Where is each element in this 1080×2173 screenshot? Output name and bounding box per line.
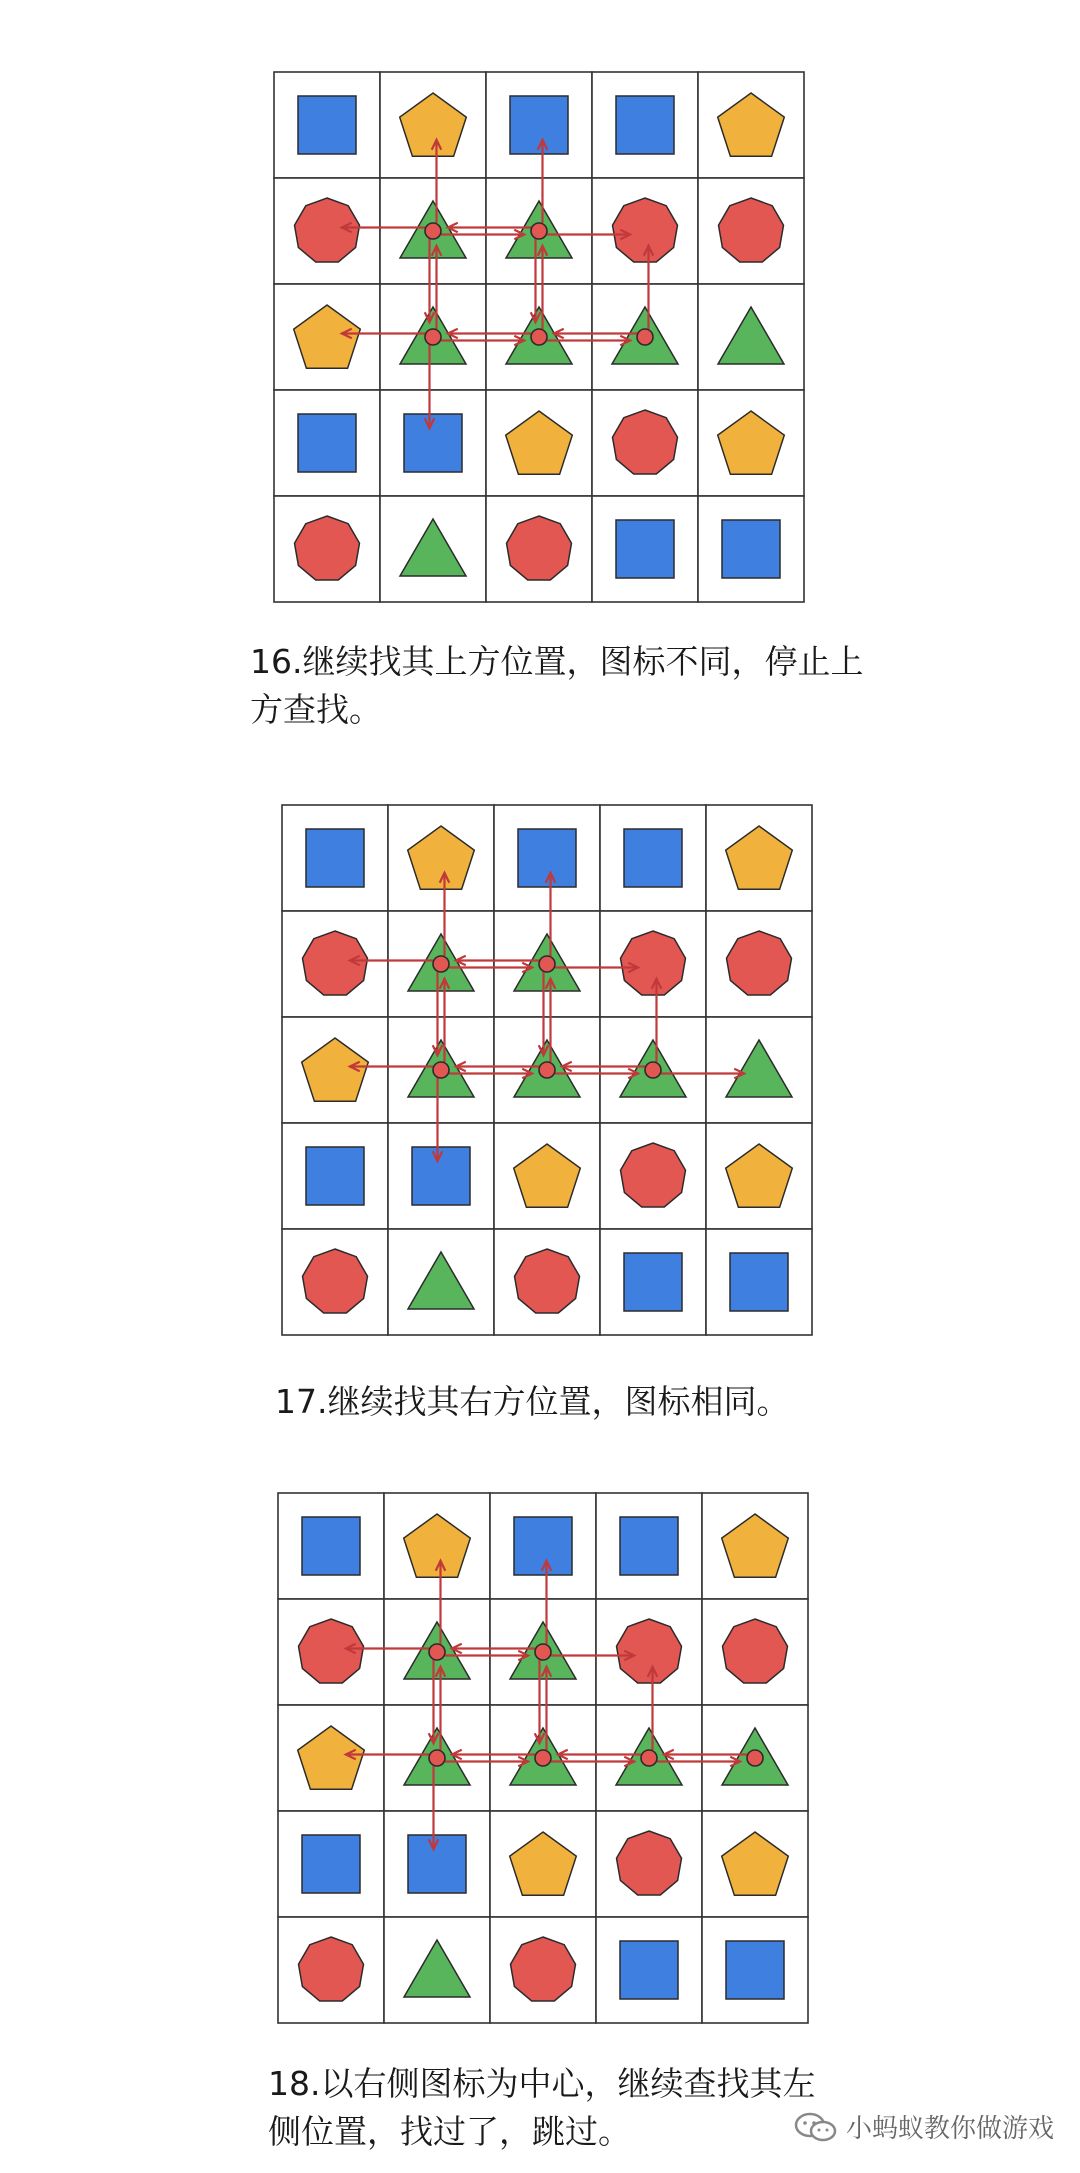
visited-marker <box>539 956 555 972</box>
square-icon <box>624 1253 682 1311</box>
visited-marker <box>433 956 449 972</box>
octagon-icon <box>303 931 368 995</box>
square-icon <box>306 829 364 887</box>
visited-marker <box>425 223 441 239</box>
octagon-icon <box>299 1619 364 1683</box>
square-icon <box>620 1517 678 1575</box>
octagon-icon <box>723 1619 788 1683</box>
octagon-icon <box>617 1831 682 1895</box>
visited-marker <box>531 329 547 345</box>
square-icon <box>620 1941 678 1999</box>
visited-marker <box>637 329 653 345</box>
square-icon <box>616 96 674 154</box>
square-icon <box>616 520 674 578</box>
visited-marker <box>433 1062 449 1078</box>
watermark-text: 小蚂蚁教你做游戏 <box>845 2114 1054 2144</box>
visited-marker <box>425 329 441 345</box>
visited-marker <box>531 223 547 239</box>
octagon-icon <box>299 1937 364 2001</box>
square-icon <box>624 829 682 887</box>
watermark <box>794 2108 1054 2145</box>
visited-marker <box>641 1750 657 1766</box>
square-icon <box>726 1941 784 1999</box>
square-icon <box>298 96 356 154</box>
square-icon <box>302 1835 360 1893</box>
board-grid <box>278 1493 808 2023</box>
game-board-step-17 <box>282 805 812 1335</box>
octagon-icon <box>295 516 360 580</box>
visited-marker <box>539 1062 555 1078</box>
visited-marker <box>747 1750 763 1766</box>
octagon-icon <box>515 1249 580 1313</box>
octagon-icon <box>719 198 784 262</box>
visited-marker <box>429 1644 445 1660</box>
square-icon <box>302 1517 360 1575</box>
visited-marker <box>429 1750 445 1766</box>
octagon-icon <box>511 1937 576 2001</box>
game-board-step-16 <box>274 72 804 602</box>
step-16-caption: 16.继续找其上方位置，图标不同，停止上方查找。 <box>250 642 864 729</box>
octagon-icon <box>295 198 360 262</box>
visited-marker <box>535 1644 551 1660</box>
square-icon <box>306 1147 364 1205</box>
octagon-icon <box>507 516 572 580</box>
octagon-icon <box>727 931 792 995</box>
octagon-icon <box>613 410 678 474</box>
visited-marker <box>535 1750 551 1766</box>
step-17-caption: 17.继续找其右方位置，图标相同。 <box>275 1382 790 1421</box>
square-icon <box>298 414 356 472</box>
wechat-icon <box>794 2112 838 2142</box>
octagon-icon <box>303 1249 368 1313</box>
step-18-caption: 18.以右侧图标为中心，继续查找其左侧位置，找过了，跳过。 <box>268 2064 816 2151</box>
square-icon <box>730 1253 788 1311</box>
board-grid <box>274 72 804 602</box>
game-board-step-18 <box>278 1493 808 2023</box>
square-icon <box>722 520 780 578</box>
visited-marker <box>645 1062 661 1078</box>
board-grid <box>282 805 812 1335</box>
octagon-icon <box>621 1143 686 1207</box>
